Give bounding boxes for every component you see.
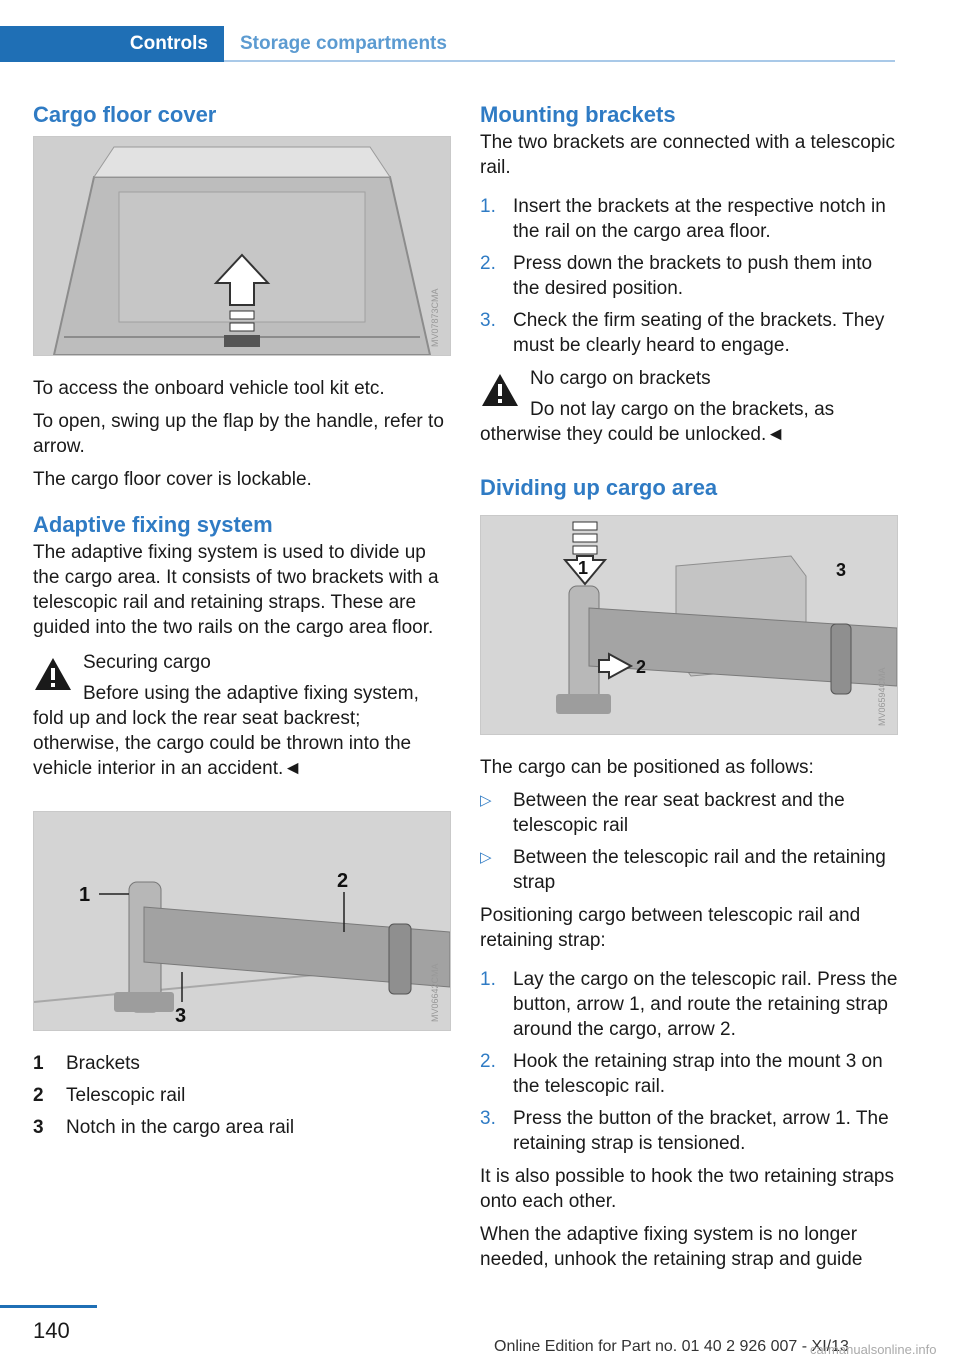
- cargo-floor-p2: To open, swing up the flap by the handle, refer to arrow.: [33, 411, 444, 457]
- label-3: 3: [175, 1005, 187, 1027]
- label-1: 1: [79, 884, 91, 906]
- image-code: MV07873CMA: [430, 288, 440, 347]
- list-item: 2. Hook the retaining strap into the mount 3 on the telescopic rail.: [480, 1051, 883, 1097]
- cargo-floor-illustration: [34, 137, 450, 355]
- watermark: carmanualsonline.info: [810, 1342, 937, 1357]
- mounting-heading: Mounting brackets: [480, 102, 676, 127]
- bullet-triangle-icon: ▷: [480, 792, 492, 809]
- dividing-p3: It is also possible to hook the two retaining straps onto each other.: [480, 1166, 895, 1212]
- label-1: 1: [578, 558, 589, 578]
- dividing-heading: Dividing up cargo area: [480, 475, 718, 500]
- cargo-floor-heading: Cargo floor cover: [33, 102, 217, 127]
- image-code: MV06594CMA: [877, 667, 887, 726]
- adaptive-heading: Adaptive fixing system: [33, 512, 273, 537]
- legend-item: 1 Brackets: [33, 1053, 140, 1074]
- list-item: 1. Lay the cargo on the telescopic rail. Press the button, arrow 1, and route the retaining strap around the cargo, arrow 2.: [480, 969, 898, 1040]
- adaptive-p1: The adaptive fixing system is used to divide up the cargo area. It consists of two brackets with a telescopic rail and retaining straps. These are guided into the two rails on the cargo area floor.: [33, 542, 439, 638]
- image-code: MV06642CMA: [430, 963, 440, 1022]
- edition-footer: Online Edition for Part no. 01 40 2 926 007 - XI/13: [494, 1338, 849, 1355]
- list-item: ▷ Between the rear seat backrest and the telescopic rail: [480, 790, 845, 836]
- dividing-p2: Positioning cargo between telescopic rail and retaining strap:: [480, 905, 861, 951]
- label-2: 2: [636, 657, 647, 677]
- warning-body: Before using the adaptive fixing system, fold up and lock the rear seat backrest; otherwise, the cargo could be thrown into the vehicle interior in an accident.◄: [33, 683, 419, 779]
- cargo-floor-p1: To access the onboard vehicle tool kit etc.: [33, 378, 385, 399]
- header-divider: [224, 60, 895, 62]
- warning-no-cargo: [480, 366, 898, 447]
- adaptive-illustration: [34, 812, 450, 1030]
- label-2: 2: [337, 870, 349, 892]
- adaptive-figure: [33, 811, 451, 1031]
- mounting-steps: [480, 194, 898, 358]
- list-item: 1. Insert the brackets at the respective notch in the rail on the cargo area floor.: [480, 196, 886, 242]
- section-tab: Storage compartments: [240, 33, 447, 54]
- warning-securing-cargo: [33, 650, 451, 781]
- dividing-p1: The cargo can be positioned as follows:: [480, 757, 814, 778]
- dividing-bullets: [480, 788, 898, 895]
- warning-title: Securing cargo: [83, 652, 211, 673]
- mounting-p1: The two brackets are connected with a telescopic rail.: [480, 132, 896, 178]
- page-number: 140: [33, 1318, 70, 1343]
- list-item: 3. Press the button of the bracket, arrow 1. The retaining strap is tensioned.: [480, 1108, 889, 1154]
- list-item: 2. Press down the brackets to push them into the desired position.: [480, 253, 873, 299]
- warning-icon: [480, 372, 520, 415]
- legend-item: 3 Notch in the cargo area rail: [33, 1117, 295, 1138]
- label-3: 3: [836, 560, 847, 580]
- legend-item: 2 Telescopic rail: [33, 1085, 186, 1106]
- legend: [33, 1051, 451, 1140]
- list-item: 3. Check the firm seating of the brackets. They must be clearly heard to engage.: [480, 310, 885, 356]
- right-column: [480, 100, 898, 1280]
- dividing-p4: When the adaptive fixing system is no longer needed, unhook the retaining strap and guide: [480, 1224, 863, 1270]
- bullet-triangle-icon: ▷: [480, 849, 492, 866]
- page-header: [0, 26, 895, 62]
- cargo-floor-figure: [33, 136, 451, 356]
- warning-icon: [33, 656, 73, 699]
- cargo-floor-p3: The cargo floor cover is lockable.: [33, 469, 312, 490]
- page-number-rule: [0, 1305, 97, 1308]
- chapter-tab: Controls: [0, 26, 224, 62]
- warning-title: No cargo on brackets: [530, 368, 711, 389]
- warning-body: Do not lay cargo on the brackets, as otherwise they could be unlocked.◄: [480, 399, 835, 445]
- list-item: ▷ Between the telescopic rail and the retaining strap: [480, 847, 886, 893]
- left-column: [33, 100, 451, 1147]
- dividing-steps: [480, 967, 898, 1156]
- dividing-illustration: [481, 516, 897, 734]
- dividing-figure: [480, 515, 898, 735]
